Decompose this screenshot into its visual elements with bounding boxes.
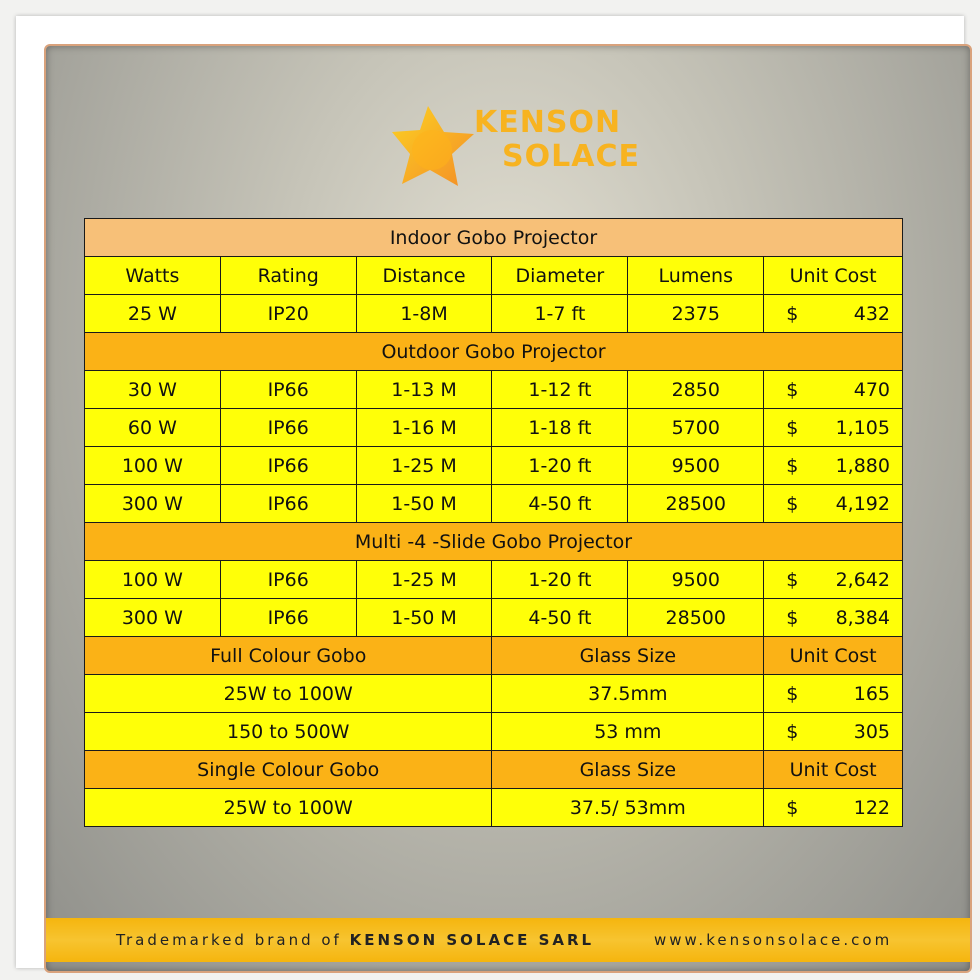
currency-symbol: $: [786, 379, 799, 401]
table-row: [85, 713, 903, 751]
brand-line-2: SOLACE: [502, 139, 640, 174]
cell-watts: 25 W: [85, 295, 221, 333]
cell-range: 150 to 500W: [85, 713, 492, 751]
currency-symbol: $: [786, 417, 799, 439]
table-row: [85, 447, 903, 485]
table-row: [85, 371, 903, 409]
cell-lumens: 5700: [628, 409, 764, 447]
footer-bar: [46, 918, 970, 962]
cost-value: 4,192: [835, 493, 890, 515]
cell-rating: IP20: [220, 295, 356, 333]
cell-distance: 1-50 M: [356, 485, 492, 523]
single-colour-cost-header: Unit Cost: [764, 751, 903, 789]
full-colour-cost-header: Unit Cost: [764, 637, 903, 675]
currency-symbol: $: [786, 797, 799, 819]
header-lumens: Lumens: [628, 257, 764, 295]
header-watts: Watts: [85, 257, 221, 295]
header-distance: Distance: [356, 257, 492, 295]
footer-website: www.kensonsolace.com: [654, 931, 893, 949]
cell-rating: IP66: [220, 599, 356, 637]
single-colour-glass-header: Glass Size: [492, 751, 764, 789]
header-unit-cost: Unit Cost: [764, 257, 903, 295]
cell-cost: [764, 409, 903, 447]
cell-range: 25W to 100W: [85, 675, 492, 713]
cost-value: 470: [853, 379, 890, 401]
cell-lumens: 28500: [628, 599, 764, 637]
column-header-row: [85, 257, 903, 295]
table-row: [85, 561, 903, 599]
cell-rating: IP66: [220, 485, 356, 523]
company-name: KENSON SOLACE SARL: [349, 931, 595, 949]
cell-range: 25W to 100W: [85, 789, 492, 827]
cell-glass-size: 37.5mm: [492, 675, 764, 713]
header-rating: Rating: [220, 257, 356, 295]
indoor-title: Indoor Gobo Projector: [85, 219, 903, 257]
cell-cost: [764, 599, 903, 637]
cost-value: 305: [853, 721, 890, 743]
cell-watts: 100 W: [85, 447, 221, 485]
cell-diameter: 1-20 ft: [492, 447, 628, 485]
table-row: [85, 789, 903, 827]
brand-logo: [390, 102, 660, 192]
cell-cost: [764, 561, 903, 599]
cell-rating: IP66: [220, 371, 356, 409]
footer-trademark: [116, 931, 594, 949]
table-row: [85, 675, 903, 713]
star-logo-icon: [390, 102, 480, 192]
cell-distance: 1-25 M: [356, 561, 492, 599]
currency-symbol: $: [786, 721, 799, 743]
cell-cost: [764, 447, 903, 485]
multi-title: Multi -4 -Slide Gobo Projector: [85, 523, 903, 561]
cell-cost: [764, 675, 903, 713]
cost-value: 165: [853, 683, 890, 705]
outdoor-title: Outdoor Gobo Projector: [85, 333, 903, 371]
cell-rating: IP66: [220, 447, 356, 485]
cost-value: 8,384: [835, 607, 890, 629]
multi-section-header: [85, 523, 903, 561]
table-row: [85, 485, 903, 523]
cell-cost: [764, 295, 903, 333]
cell-watts: 100 W: [85, 561, 221, 599]
price-table: [84, 218, 903, 827]
single-colour-title: Single Colour Gobo: [85, 751, 492, 789]
cell-diameter: 1-12 ft: [492, 371, 628, 409]
cell-lumens: 9500: [628, 447, 764, 485]
currency-symbol: $: [786, 493, 799, 515]
cell-distance: 1-25 M: [356, 447, 492, 485]
currency-symbol: $: [786, 303, 799, 325]
cell-diameter: 4-50 ft: [492, 485, 628, 523]
currency-symbol: $: [786, 607, 799, 629]
table-row: [85, 295, 903, 333]
cell-rating: IP66: [220, 561, 356, 599]
table-row: [85, 599, 903, 637]
outdoor-section-header: [85, 333, 903, 371]
cell-distance: 1-13 M: [356, 371, 492, 409]
cell-watts: 300 W: [85, 599, 221, 637]
brand-wordmark: [474, 106, 664, 174]
cell-distance: 1-50 M: [356, 599, 492, 637]
cell-cost: [764, 713, 903, 751]
cell-cost: [764, 371, 903, 409]
cell-lumens: 2375: [628, 295, 764, 333]
full-colour-glass-header: Glass Size: [492, 637, 764, 675]
single-colour-section-header: [85, 751, 903, 789]
cell-diameter: 1-18 ft: [492, 409, 628, 447]
cost-value: 122: [853, 797, 890, 819]
currency-symbol: $: [786, 455, 799, 477]
cell-lumens: 2850: [628, 371, 764, 409]
cost-value: 432: [853, 303, 890, 325]
cell-cost: [764, 485, 903, 523]
cell-cost: [764, 789, 903, 827]
trademark-prefix: Trademarked brand of: [116, 931, 350, 949]
table-row: [85, 409, 903, 447]
cell-diameter: 1-7 ft: [492, 295, 628, 333]
currency-symbol: $: [786, 569, 799, 591]
cost-value: 1,105: [835, 417, 890, 439]
cell-diameter: 4-50 ft: [492, 599, 628, 637]
cost-value: 2,642: [835, 569, 890, 591]
header-diameter: Diameter: [492, 257, 628, 295]
cell-watts: 60 W: [85, 409, 221, 447]
full-colour-title: Full Colour Gobo: [85, 637, 492, 675]
cell-glass-size: 53 mm: [492, 713, 764, 751]
cell-lumens: 28500: [628, 485, 764, 523]
indoor-section-header: [85, 219, 903, 257]
cell-diameter: 1-20 ft: [492, 561, 628, 599]
full-colour-section-header: [85, 637, 903, 675]
cost-value: 1,880: [835, 455, 890, 477]
cell-distance: 1-16 M: [356, 409, 492, 447]
cell-watts: 300 W: [85, 485, 221, 523]
cell-watts: 30 W: [85, 371, 221, 409]
cell-rating: IP66: [220, 409, 356, 447]
currency-symbol: $: [786, 683, 799, 705]
cell-glass-size: 37.5/ 53mm: [492, 789, 764, 827]
brand-line-1: KENSON: [474, 105, 622, 140]
cell-distance: 1-8M: [356, 295, 492, 333]
cell-lumens: 9500: [628, 561, 764, 599]
